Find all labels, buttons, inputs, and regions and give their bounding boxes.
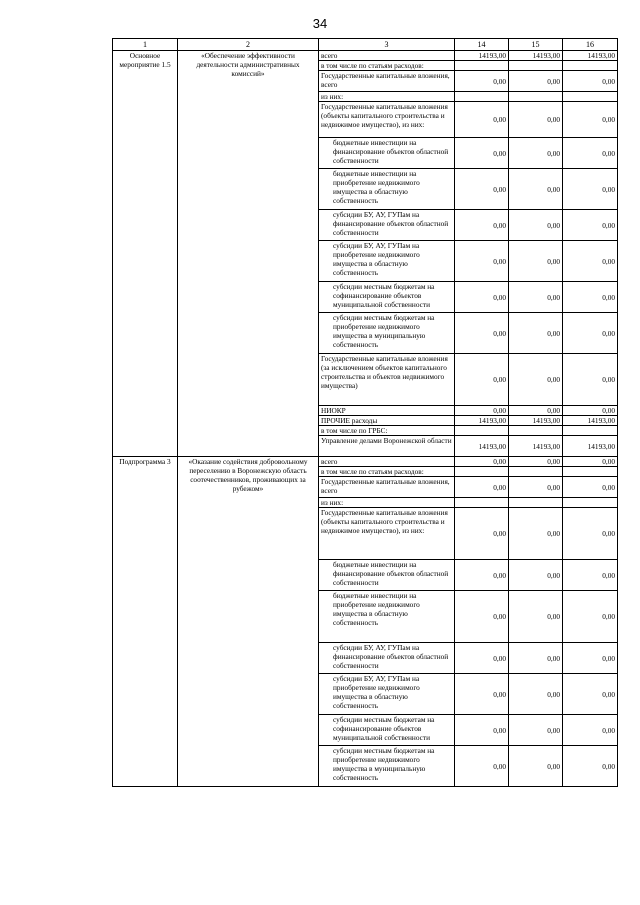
expense-label-cell: в том числе по статьям расходов: [319,61,455,71]
value-cell: 0,00 [563,313,618,354]
budget-table [112,38,618,787]
value-cell: 0,00 [509,138,563,169]
value-cell: 0,00 [509,169,563,210]
value-cell: 0,00 [455,210,509,241]
expense-label-cell: в том числе по ГРБС: [319,426,455,436]
value-cell: 14193,00 [455,436,509,457]
expense-label-cell: субсидии местным бюджетам на софинансирование объектов муниципальной собственности [319,715,455,746]
value-cell: 14193,00 [455,51,509,61]
expense-label-cell: НИОКР [319,406,455,416]
expense-label-cell: субсидии местным бюджетам на приобретение недвижимого имущества в муниципальную собственность [319,746,455,787]
expense-label-cell: Государственные капитальные вложения (объекты капитального строительства и недвижимое имущество), из них: [319,102,455,138]
value-cell: 0,00 [455,715,509,746]
page-number: 34 [312,16,328,31]
value-cell [509,498,563,508]
table-row [113,51,618,61]
expense-label-cell: Государственные капитальные вложения, всего [319,477,455,498]
value-cell: 0,00 [563,508,618,560]
value-cell: 14193,00 [509,51,563,61]
value-cell: 0,00 [455,457,509,467]
value-cell: 0,00 [509,643,563,674]
value-cell: 0,00 [509,210,563,241]
expense-label-cell: Государственные капитальные вложения (за исключением объектов капитального строительства и объектов недвижимого имущества) [319,354,455,406]
expense-label-cell: из них: [319,92,455,102]
item-type-cell: Подпрограмма 3 [113,457,178,787]
expense-label-cell: бюджетные инвестиции на финансирование объектов областной собственности [319,138,455,169]
value-cell: 14193,00 [563,416,618,426]
value-cell [509,426,563,436]
value-cell: 0,00 [563,71,618,92]
value-cell: 0,00 [563,746,618,787]
expense-label-cell: субсидии БУ, АУ, ГУПам на приобретение недвижимого имущества в областную собственность [319,241,455,282]
expense-label-cell: Государственные капитальные вложения, всего [319,71,455,92]
value-cell: 0,00 [455,406,509,416]
value-cell [509,61,563,71]
value-cell [509,92,563,102]
value-cell: 0,00 [455,169,509,210]
item-title-cell: «Обеспечение эффективности деятельности административных комиссий» [178,51,319,457]
value-cell: 0,00 [563,241,618,282]
value-cell: 14193,00 [509,416,563,426]
value-cell [455,61,509,71]
expense-label-cell: в том числе по статьям расходов: [319,467,455,477]
value-cell: 0,00 [563,457,618,467]
expense-label-cell: субсидии БУ, АУ, ГУПам на приобретение недвижимого имущества в областную собственность [319,674,455,715]
value-cell [563,61,618,71]
value-cell: 0,00 [509,457,563,467]
value-cell: 0,00 [455,241,509,282]
value-cell: 0,00 [455,71,509,92]
value-cell: 14193,00 [563,436,618,457]
value-cell: 0,00 [455,746,509,787]
value-cell: 0,00 [509,71,563,92]
value-cell: 0,00 [509,591,563,643]
value-cell: 0,00 [509,715,563,746]
expense-label-cell: субсидии местным бюджетам на софинансирование объектов муниципальной собственности [319,282,455,313]
value-cell: 0,00 [455,282,509,313]
value-cell: 0,00 [455,102,509,138]
value-cell: 0,00 [509,102,563,138]
value-cell: 0,00 [563,715,618,746]
value-cell: 0,00 [563,169,618,210]
value-cell: 0,00 [509,477,563,498]
expense-label-cell: бюджетные инвестиции на приобретение недвижимого имущества в областную собственность [319,169,455,210]
value-cell: 0,00 [563,282,618,313]
value-cell: 0,00 [455,508,509,560]
header-cell: 2 [178,39,319,51]
value-cell [455,426,509,436]
value-cell: 0,00 [563,102,618,138]
expense-label-cell: бюджетные инвестиции на финансирование объектов областной собственности [319,560,455,591]
expense-label-cell: всего [319,51,455,61]
value-cell [455,467,509,477]
header-row [113,39,618,51]
header-cell: 16 [563,39,618,51]
value-cell: 0,00 [563,406,618,416]
value-cell [455,92,509,102]
value-cell [455,498,509,508]
value-cell: 0,00 [455,477,509,498]
header-cell: 1 [113,39,178,51]
value-cell: 14193,00 [509,436,563,457]
value-cell: 0,00 [455,138,509,169]
value-cell: 0,00 [455,674,509,715]
expense-label-cell: субсидии БУ, АУ, ГУПам на финансирование объектов областной собственности [319,210,455,241]
table-row [113,457,618,467]
value-cell: 0,00 [509,406,563,416]
expense-label-cell: всего [319,457,455,467]
value-cell: 0,00 [455,560,509,591]
value-cell: 0,00 [509,560,563,591]
header-cell: 14 [455,39,509,51]
value-cell: 0,00 [563,674,618,715]
value-cell: 0,00 [563,643,618,674]
value-cell: 0,00 [509,282,563,313]
value-cell: 0,00 [509,313,563,354]
header-cell: 3 [319,39,455,51]
value-cell: 0,00 [509,674,563,715]
expense-label-cell: ПРОЧИЕ расходы [319,416,455,426]
value-cell: 0,00 [455,591,509,643]
value-cell: 0,00 [509,354,563,406]
value-cell: 14193,00 [455,416,509,426]
value-cell: 0,00 [509,746,563,787]
value-cell: 0,00 [455,313,509,354]
item-type-cell: Основное мероприятие 1.5 [113,51,178,457]
value-cell: 14193,00 [563,51,618,61]
expense-label-cell: субсидии БУ, АУ, ГУПам на финансирование объектов областной собственности [319,643,455,674]
expense-label-cell: Государственные капитальные вложения (объекты капитального строительства и недвижимое имущество), из них: [319,508,455,560]
value-cell: 0,00 [563,477,618,498]
value-cell: 0,00 [563,591,618,643]
expense-label-cell: Управление делами Воронежской области [319,436,455,457]
expense-label-cell: из них: [319,498,455,508]
value-cell: 0,00 [509,241,563,282]
value-cell [563,467,618,477]
expense-label-cell: бюджетные инвестиции на приобретение недвижимого имущества в областную собственность [319,591,455,643]
value-cell [563,426,618,436]
item-title-cell: «Оказание содействия добровольному переселению в Воронежскую область соотечественников, проживающих за рубежом» [178,457,319,787]
value-cell: 0,00 [455,354,509,406]
value-cell: 0,00 [455,643,509,674]
value-cell: 0,00 [563,138,618,169]
value-cell [563,498,618,508]
value-cell: 0,00 [509,508,563,560]
value-cell [563,92,618,102]
value-cell [509,467,563,477]
header-cell: 15 [509,39,563,51]
expense-label-cell: субсидии местным бюджетам на приобретение недвижимого имущества в муниципальную собственность [319,313,455,354]
value-cell: 0,00 [563,560,618,591]
value-cell: 0,00 [563,210,618,241]
value-cell: 0,00 [563,354,618,406]
